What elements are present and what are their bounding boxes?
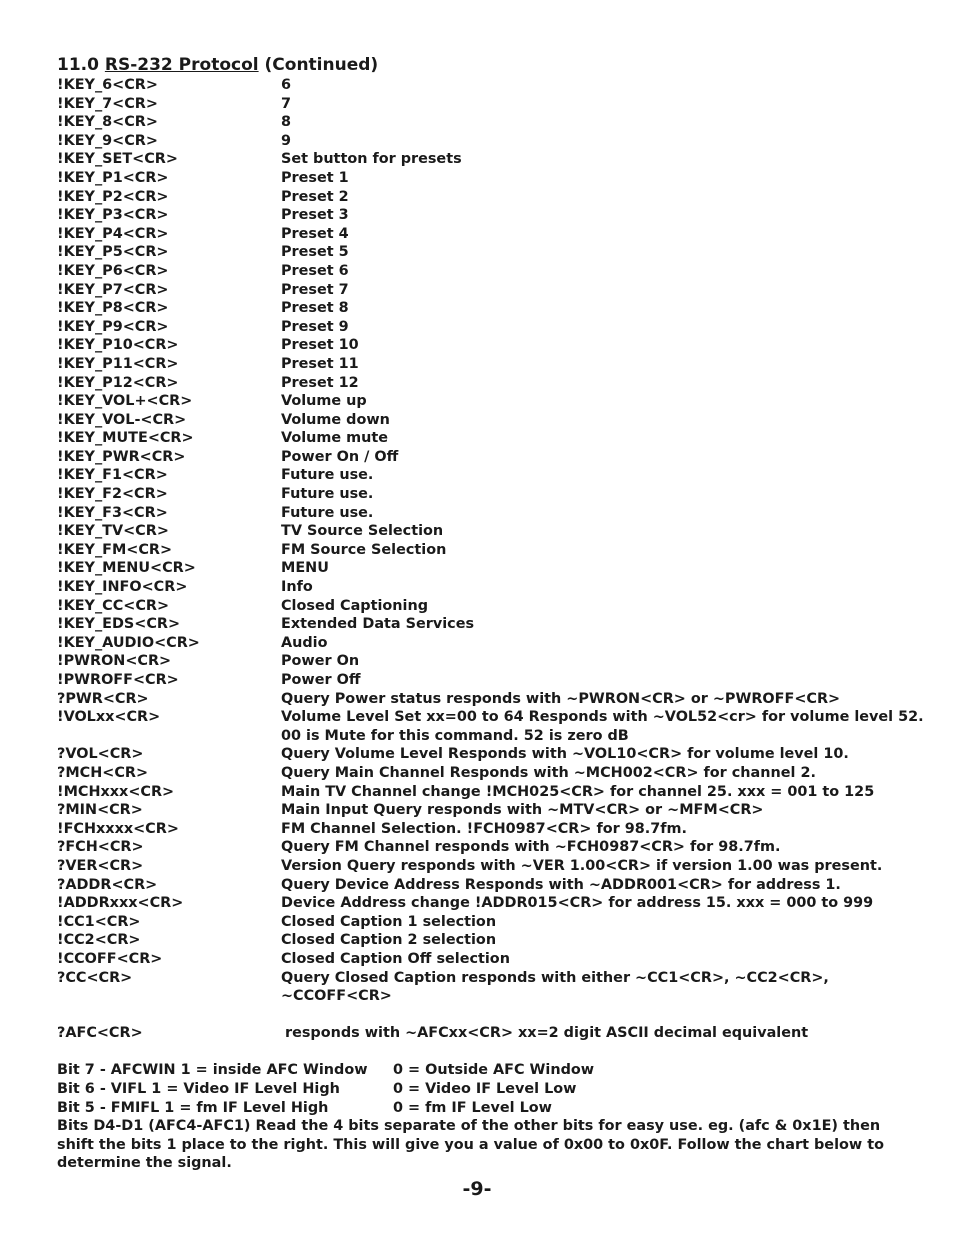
description: Preset 8 [281,300,349,317]
bit-set-description: Bit 7 - AFCWIN 1 = inside AFC Window [57,1062,368,1079]
command-row [57,76,897,95]
description: Volume up [281,393,367,410]
description: Preset 12 [281,374,359,391]
description: Query Main Channel Responds with ~MCH002<CR> for channel 2. [281,764,816,781]
description: Preset 7 [281,281,349,298]
description: Closed Caption 1 selection [281,913,497,930]
command: !KEY_P8<CR> [57,300,169,317]
command: !KEY_F2<CR> [57,486,168,503]
description: ~CCOFF<CR> [281,988,392,1005]
command: !CC1<CR> [57,913,141,930]
document-page [57,54,924,1173]
command-row [57,578,897,597]
bit-row [57,1099,897,1118]
command-row [57,969,897,988]
command-row [57,281,897,300]
command-row [57,318,897,337]
command-row [57,169,897,188]
command: ?MCH<CR> [57,764,149,781]
command: !KEY_FM<CR> [57,541,173,558]
section-title: RS-232 Protocol [104,55,259,75]
command-row [57,876,897,895]
command: !KEY_P6<CR> [57,262,169,279]
command-row [57,652,897,671]
command: !KEY_7<CR> [57,95,158,112]
command: !KEY_P12<CR> [57,374,179,391]
description: Future use. [281,504,374,521]
description: Query Closed Caption responds with either ~CC1<CR>, ~CC2<CR>, [281,969,829,986]
command-row [57,225,897,244]
description: Volume down [281,411,390,428]
description: Extended Data Services [281,616,475,633]
command: !KEY_SET<CR> [57,151,178,168]
command-row [57,801,897,820]
description: Set button for presets [281,151,462,168]
command: !KEY_EDS<CR> [57,616,181,633]
description: Preset 9 [281,318,349,335]
description: MENU [281,560,329,577]
command: !KEY_P11<CR> [57,355,179,372]
command-row [57,448,897,467]
description: 8 [281,114,292,131]
page-number: -9- [462,1178,492,1200]
command-row [57,708,924,727]
description: 7 [281,95,292,112]
command-row [57,188,897,207]
command-row [57,95,897,114]
command: !KEY_P9<CR> [57,318,169,335]
description: Preset 2 [281,188,349,205]
command: !ADDRxxx<CR> [57,895,184,912]
command: !KEY_P4<CR> [57,225,169,242]
command: !KEY_INFO<CR> [57,579,188,596]
command-row [57,987,897,1006]
description: Closed Captioning [281,597,429,614]
description: Device Address change !ADDR015<CR> for address 15. xxx = 000 to 999 [281,895,874,912]
description: Preset 6 [281,262,349,279]
command: !KEY_P2<CR> [57,188,169,205]
description: Query Volume Level Responds with ~VOL10<CR> for volume level 10. [281,746,849,763]
command: ?AFC<CR> [57,1025,143,1042]
command: !KEY_9<CR> [57,132,158,149]
section-heading [57,54,897,76]
description: responds with ~AFCxx<CR> xx=2 digit ASCII decimal equivalent [285,1025,809,1042]
bit-clear-description: 0 = fm IF Level Low [393,1099,552,1116]
description: Preset 5 [281,244,349,261]
description: 6 [281,77,292,93]
command-row [57,634,897,653]
command-row [57,466,897,485]
command-table [57,76,924,1006]
command-row [57,522,897,541]
command: ?VOL<CR> [57,746,144,763]
command-row [57,150,897,169]
description: Version Query responds with ~VER 1.00<CR> if version 1.00 was present. [281,857,883,874]
command-row [57,504,897,523]
command: !MCHxxx<CR> [57,783,175,800]
description: 9 [281,132,292,149]
command-row [57,429,897,448]
command-row [57,299,897,318]
bit-set-description: Bit 6 - VIFL 1 = Video IF Level High [57,1081,340,1098]
description: Power On [281,653,360,670]
command-row [57,764,897,783]
description: Future use. [281,467,374,484]
command: !PWRON<CR> [57,653,172,670]
description: FM Channel Selection. !FCH0987<CR> for 98.7fm. [281,820,687,837]
command: !FCHxxxx<CR> [57,820,179,837]
command-row [57,243,897,262]
command: ?PWR<CR> [57,690,149,707]
command-row [57,206,897,225]
bit-clear-description: 0 = Outside AFC Window [393,1062,595,1079]
description: Power Off [281,672,361,688]
spacer [57,1043,897,1062]
description: Preset 11 [281,355,359,372]
command-row [57,745,897,764]
command: !PWROFF<CR> [57,672,179,688]
bit-clear-description: 0 = Video IF Level Low [393,1081,577,1098]
command: ?FCH<CR> [57,839,144,856]
bit-row [57,1061,897,1080]
command: !KEY_F3<CR> [57,504,168,521]
command-row [57,913,897,932]
command: !KEY_8<CR> [57,114,158,131]
command: !KEY_F1<CR> [57,467,168,484]
command: !KEY_P3<CR> [57,207,169,224]
command-row [57,950,897,969]
command: !KEY_PWR<CR> [57,448,186,465]
bit-row [57,1080,897,1099]
command: !KEY_P5<CR> [57,244,169,261]
command: ?MIN<CR> [57,802,143,819]
command-row [57,374,897,393]
description: Main Input Query responds with ~MTV<CR> or ~MFM<CR> [281,802,764,819]
description: Audio [281,634,328,651]
command-row [57,597,897,616]
description: Power On / Off [281,448,399,465]
command: !KEY_MUTE<CR> [57,430,194,447]
description: Closed Caption Off selection [281,950,510,967]
afc-row [57,1024,897,1043]
command-row [57,690,897,709]
command-row [57,838,897,857]
description: Info [281,579,313,596]
description: TV Source Selection [281,523,444,540]
command: !KEY_TV<CR> [57,523,169,540]
command: ?VER<CR> [57,857,144,874]
command: !VOLxx<CR> [57,709,161,726]
description: Query Device Address Responds with ~ADDR001<CR> for address 1. [281,876,841,893]
command: !KEY_P7<CR> [57,281,169,298]
command: !CCOFF<CR> [57,950,163,967]
command-row [57,411,897,430]
command-row [57,113,897,132]
command-row [57,559,897,578]
bit-set-description: Bit 5 - FMIFL 1 = fm IF Level High [57,1099,329,1116]
command: !KEY_AUDIO<CR> [57,634,200,651]
command: !KEY_MENU<CR> [57,560,196,577]
command-row [57,262,897,281]
command: ?ADDR<CR> [57,876,158,893]
command: ?CC<CR> [57,969,133,986]
command: !KEY_CC<CR> [57,597,170,614]
bit-table [57,1061,897,1117]
description: Future use. [281,486,374,503]
description: FM Source Selection [281,541,447,558]
command-row [57,336,897,355]
description: Query Power status responds with ~PWRON<CR> or ~PWROFF<CR> [281,690,841,707]
command-row [57,931,897,950]
description: Volume mute [281,430,389,447]
command-row [57,671,897,690]
command-row [57,727,897,746]
command-row [57,615,897,634]
description: Preset 4 [281,225,349,242]
command-row [57,857,897,876]
command: !KEY_6<CR> [57,77,158,93]
command-row [57,392,897,411]
description: 00 is Mute for this command. 52 is zero dB [281,727,629,744]
command-row [57,355,897,374]
spacer [57,1006,897,1025]
command: !KEY_P10<CR> [57,337,179,354]
section-suffix: (Continued) [264,55,379,75]
command: !KEY_P1<CR> [57,169,169,186]
description: Query FM Channel responds with ~FCH0987<CR> for 98.7fm. [281,839,781,856]
command: !KEY_VOL-<CR> [57,411,187,428]
bits-paragraph: Bits D4-D1 (AFC4-AFC1) Read the 4 bits separate of the other bits for easy use. eg. (afc & 0x1E) then shift the bits 1 place to the right. This will give you a value of 0x00 to 0x0F. Follow the chart below to determine the signal. [57,1118,884,1172]
command-row [57,783,897,802]
description: Closed Caption 2 selection [281,932,497,949]
description: Preset 3 [281,207,349,224]
command: !KEY_VOL+<CR> [57,393,193,410]
description: Preset 10 [281,337,359,354]
description: Volume Level Set xx=00 to 64 Responds with ~VOL52<cr> for volume level 52. [281,709,924,726]
section-number: 11.0 [57,55,99,75]
description: Main TV Channel change !MCH025<CR> for channel 25. xxx = 001 to 125 [281,783,875,800]
command-row [57,894,897,913]
command-row [57,485,897,504]
command-row [57,820,897,839]
command: !CC2<CR> [57,932,141,949]
command-row [57,541,897,560]
command-row [57,132,897,151]
description: Preset 1 [281,169,349,186]
